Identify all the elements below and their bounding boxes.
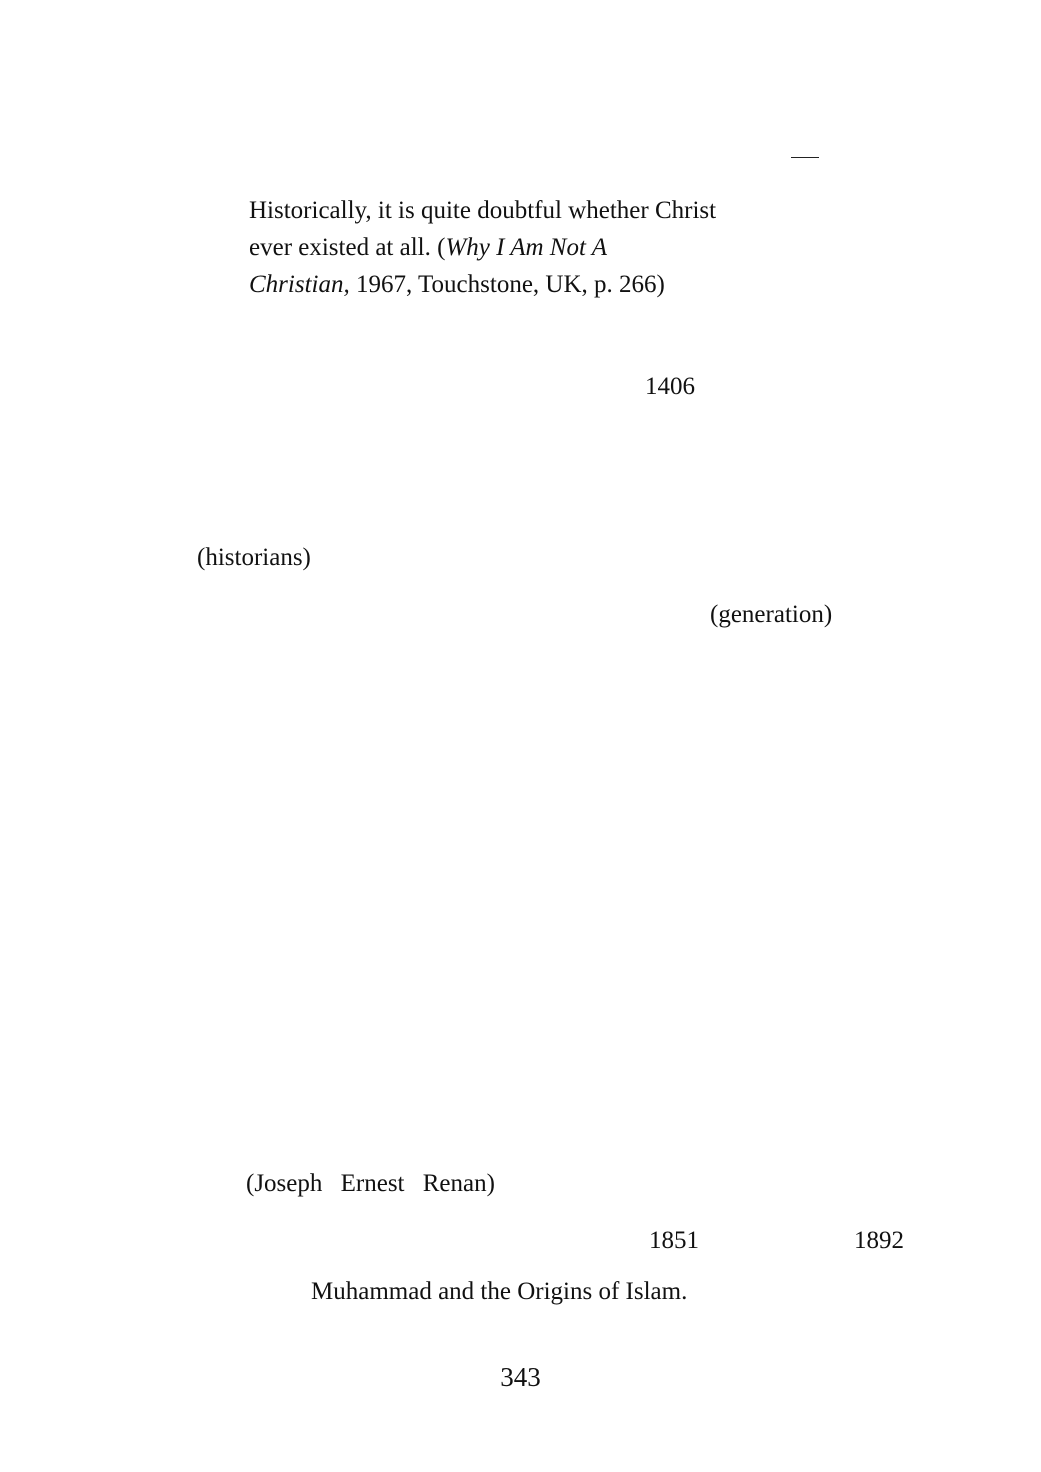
year-1892: 1892 <box>854 1227 904 1254</box>
dash-mark <box>791 157 819 158</box>
quote-line-2 <box>249 229 789 266</box>
quote-book-title-part-1: Why I Am Not A <box>445 234 607 261</box>
page-number: 343 <box>500 1362 541 1392</box>
renan-name: (Joseph Ernest Renan) <box>246 1170 495 1197</box>
historians-term: (historians) <box>197 544 311 571</box>
quote-line-3 <box>249 266 789 303</box>
book-title: Muhammad and the Origins of Islam. <box>311 1278 688 1305</box>
generation-term: (generation) <box>710 601 833 628</box>
block-quote <box>249 192 789 303</box>
year-1851: 1851 <box>649 1227 699 1254</box>
quote-citation: 1967, Touchstone, UK, p. 266) <box>349 271 665 298</box>
year-1406: 1406 <box>645 373 695 400</box>
quote-book-title-part-2: Christian, <box>249 271 350 298</box>
quote-line-1: Historically, it is quite doubtful whether Christ <box>249 197 717 224</box>
quote-line-2-text: ever existed at all. ( <box>249 234 446 261</box>
